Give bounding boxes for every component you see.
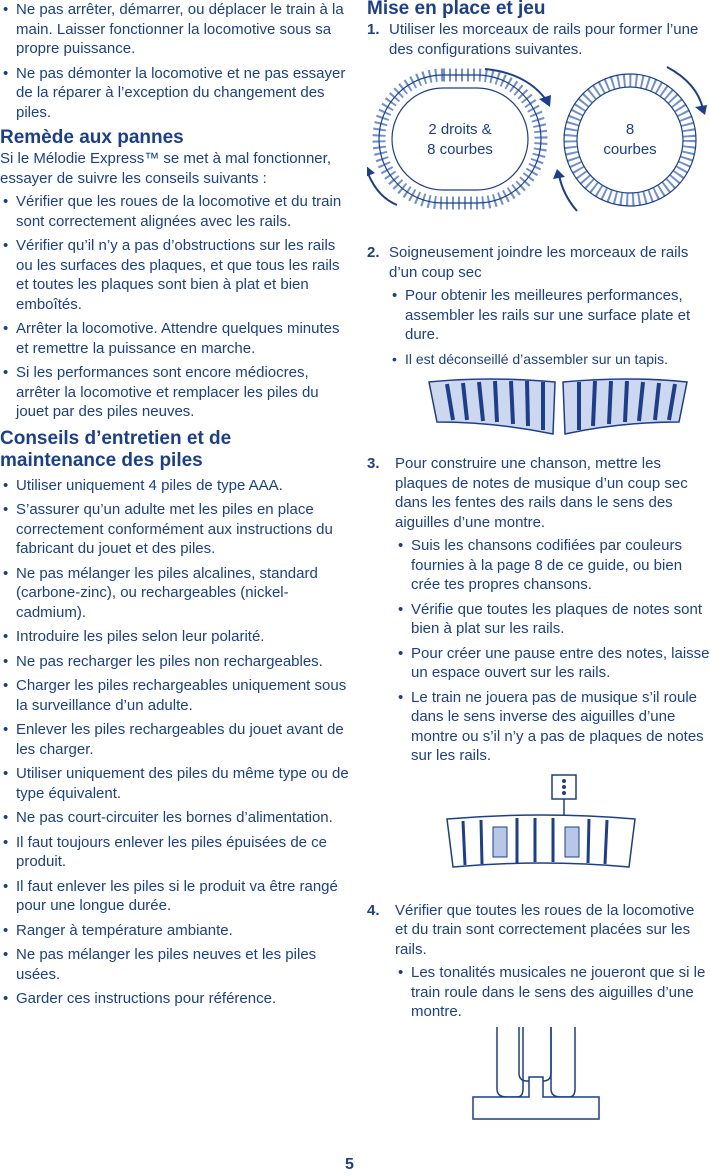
step-text: Vérifier que toutes les roues de la locomotive et du train sont correctement placées sur les rails. bbox=[395, 901, 695, 958]
list-item: • Vérifier qu’il n’y a pas d’obstructions sur les rails ou les surfaces des plaques, et que tous les rails et toutes les plaques sont bien à plat et bien emboîtés. bbox=[0, 236, 350, 314]
track-configurations-illustration bbox=[367, 65, 710, 223]
step-text: Utiliser les morceaux de rails pour former l’une des configurations suivantes. bbox=[389, 21, 699, 58]
setup-heading: Mise en place et jeu bbox=[367, 0, 546, 19]
list-item: • Vérifie que toutes les plaques de notes sont bien à plat sur les rails. bbox=[395, 600, 710, 639]
troubleshoot-list bbox=[0, 192, 350, 422]
list-item: • Ne pas mélanger les piles alcalines, standard (carbone-zinc), ou rechargeables (nickel-cadmium). bbox=[0, 564, 350, 623]
right-column bbox=[367, 0, 710, 1123]
step-number: 3. bbox=[367, 455, 380, 472]
step-4-list bbox=[395, 963, 710, 1022]
step-1 bbox=[367, 20, 710, 59]
step-3 bbox=[367, 454, 710, 532]
list-item: • Il faut toujours enlever les piles épuisées de ce produit. bbox=[0, 833, 350, 872]
step-4 bbox=[367, 901, 710, 960]
list-item: • S’assurer qu’un adulte met les piles en place correctement conformément aux instructions du fabricant du jouet et des piles. bbox=[0, 500, 350, 559]
music-note-icon bbox=[562, 779, 566, 795]
list-item: • Utiliser uniquement 4 piles de type AAA. bbox=[0, 476, 350, 496]
list-item: • Il faut enlever les piles si le produit va être rangé pour une longue durée. bbox=[0, 877, 350, 916]
step-number: 4. bbox=[367, 901, 380, 919]
step-number: 1. bbox=[367, 21, 380, 38]
list-item: • Suis les chansons codifiées par couleurs fournies à la page 8 de ce guide, ou bien crée tes propres chansons. bbox=[395, 536, 710, 595]
circle-label-line1: 8 bbox=[625, 121, 635, 138]
maintenance-heading: Conseils d’entretien et de maintenance des piles bbox=[0, 427, 232, 471]
step-3-list bbox=[395, 536, 710, 766]
list-item: • Pour créer une pause entre des notes, laisse un espace ouvert sur les rails. bbox=[395, 644, 710, 683]
list-item: • Introduire les piles selon leur polarité. bbox=[0, 627, 350, 647]
note-plate-illustration bbox=[367, 771, 710, 889]
list-item: • Le train ne jouera pas de musique s’il roule dans le sens inverse des aiguilles d’une montre ou s’il n’y a pas de plaques de notes sur les rails. bbox=[395, 688, 710, 766]
oval-track bbox=[379, 75, 541, 203]
list-item: • Ne pas mélanger les piles neuves et les piles usées. bbox=[0, 945, 350, 984]
step-2 bbox=[367, 243, 710, 282]
list-item: • Enlever les piles rechargeables du jouet avant de les charger. bbox=[0, 720, 350, 759]
step-text: Pour construire une chanson, mettre les plaques de notes de musique d’un coup sec dans les fentes des rails dans le sens des aiguilles d’une montre. bbox=[395, 455, 688, 531]
wheel-on-rail-illustration bbox=[367, 1023, 710, 1123]
troubleshoot-intro: Si le Mélodie Express™ se met à mal fonctionner, essayer de suivre les conseils suivants : bbox=[0, 150, 331, 187]
oval-label-line1: 2 droits & bbox=[428, 121, 492, 138]
list-item: • Utiliser uniquement des piles du même type ou de type équivalent. bbox=[0, 764, 350, 803]
step-text: Soigneusement joindre les morceaux de rails d’un coup sec bbox=[389, 244, 689, 281]
list-item: • Ne pas arrêter, démarrer, ou déplacer le train à la main. Laisser fonctionner la locomotive sous sa propre puissance. bbox=[0, 0, 350, 59]
list-item: • Ne pas court-circuiter les bornes d’alimentation. bbox=[0, 808, 350, 828]
troubleshoot-heading: Remède aux pannes bbox=[0, 127, 184, 148]
left-column bbox=[0, 0, 350, 1014]
list-item: • Si les performances sont encore médiocres, arrêter la locomotive et remplacer les piles du jouet par des piles neuves. bbox=[0, 363, 350, 422]
list-item: • Ne pas recharger les piles non rechargeables. bbox=[0, 652, 350, 672]
list-item: • Ranger à température ambiante. bbox=[0, 921, 350, 941]
list-item: • Il est déconseillé d’assembler sur un tapis. bbox=[389, 350, 710, 370]
page-number: 5 bbox=[345, 1156, 354, 1173]
list-item: • Arrêter la locomotive. Attendre quelques minutes et remettre la puissance en marche. bbox=[0, 319, 350, 358]
intro-list bbox=[0, 0, 350, 122]
step-number: 2. bbox=[367, 244, 380, 261]
oval-label-line2: 8 courbes bbox=[427, 141, 493, 158]
track-joining-illustration bbox=[367, 374, 710, 446]
step-2-list bbox=[389, 286, 710, 369]
list-item: • Les tonalités musicales ne joueront que si le train roule dans le sens des aiguilles d’une montre. bbox=[395, 963, 710, 1022]
maintenance-list bbox=[0, 476, 350, 1009]
list-item: • Garder ces instructions pour référence. bbox=[0, 989, 350, 1009]
list-item: • Charger les piles rechargeables uniquement sous la surveillance d’un adulte. bbox=[0, 676, 350, 715]
list-item: • Vérifier que les roues de la locomotive et du train sont correctement alignées avec les rails. bbox=[0, 192, 350, 231]
list-item: • Pour obtenir les meilleures performances, assembler les rails sur une surface plate et dure. bbox=[389, 286, 710, 345]
list-item: • Ne pas démonter la locomotive et ne pas essayer de la réparer à l’exception du changement des piles. bbox=[0, 64, 350, 123]
circle-track bbox=[564, 74, 696, 206]
circle-label-line2: courbes bbox=[603, 141, 657, 158]
